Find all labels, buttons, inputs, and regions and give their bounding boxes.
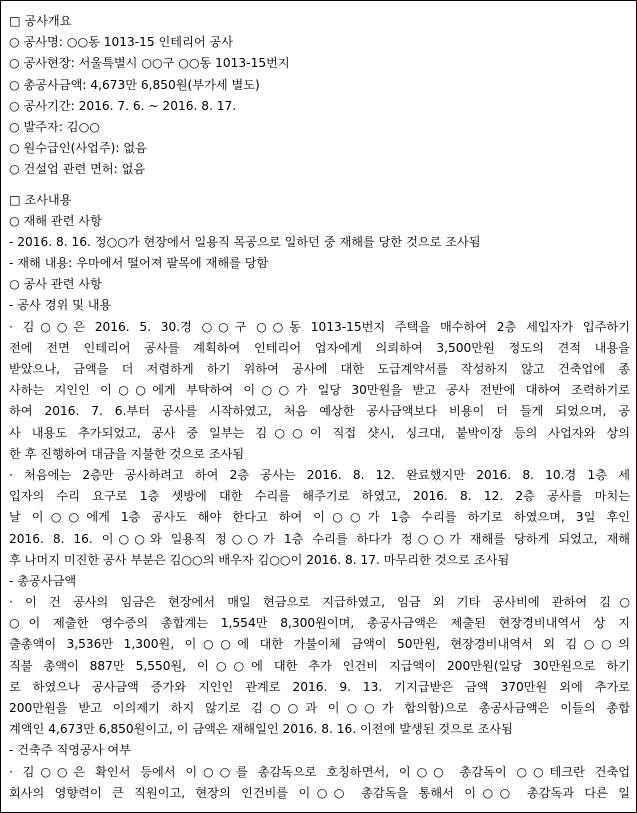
direct-construction-line: · 김○○은 확인서 등에서 이○○를 총감독으로 호칭하면서, 이○○ 총감독이 ○○테크란 건축업	[9, 764, 630, 779]
overview-client: ○ 발주자: 김○○	[9, 119, 100, 134]
history-p1-line: 받았으나, 금액을 더 저렴하게 하기 위하여 공사에 대한 도급계약서를 작성하지 않고 건축업에 종	[9, 362, 630, 376]
history-p1-line: 하여 2016. 7. 6.부터 공사를 시작하였고, 처음 예상한 공사금액보다 비용이 더 들게 되었으며, 공	[9, 404, 630, 419]
overview-total-amount: ○ 총공사금액: 4,673만 6,850원(부가세 별도)	[9, 77, 260, 92]
overview-period: ○ 공사기간: 2016. 7. 6. ~ 2016. 8. 17.	[9, 98, 237, 113]
accident-line: - 2016. 8. 16. 정○○가 현장에서 일용직 목공으로 일하던 중 재해를 당한 것으로 조사됨	[9, 234, 481, 249]
direct-construction-line: 회사의 영향력이 큰 직원이고, 현장의 인건비를 이○○ 총감독을 통해서 이○○ 총감독과 다른 일	[9, 785, 630, 800]
document-body	[1, 1, 636, 804]
overview-site: ○ 공사현장: 서울특별시 ○○구 ○○동 1013-15번지	[9, 56, 290, 71]
history-p1-line: 사하는 지인인 이○○에게 부탁하여 이○○가 일당 30만원을 받고 공사 전반에 대하여 조력하기로	[9, 383, 630, 398]
history-p2-line: 후 나머지 미진한 공사 부분은 김○○의 배우자 김○○이 2016. 8. 17. 마무리한 것으로 조사됨	[9, 552, 510, 567]
history-p1-line: 전에 전면 인테리어 공사를 계획하여 인테리어 업자에게 의뢰하여 3,500만원 정도의 견적 내용을	[9, 340, 630, 355]
overview-project-name: ○ 공사명: ○○동 1013-15 인테리어 공사	[9, 35, 234, 50]
history-p1-line: · 김○○은 2016. 5. 30.경 ○○구 ○○동 1013-15번지 주택을 매수하여 2층 세입자가 입주하기	[9, 319, 630, 334]
history-title: - 공사 경위 및 내용	[9, 298, 112, 313]
history-p2-line: 입자의 수리 요구로 1층 셋방에 대한 수리를 해주기로 하였고, 2016. 8. 12. 2층 공사를 마치는	[9, 489, 630, 504]
amount-line: ○이 제출한 영수증의 총합계는 1,554만 8,300원이며, 총공사금액은 제출된 현장경비내역서 상 지	[9, 616, 630, 631]
overview-license: ○ 건설업 관련 면허: 없음	[9, 162, 146, 177]
overview-contractor: ○ 원수급인(사업주): 없음	[9, 141, 147, 156]
amount-line: 로 하였으나 공사금액 증가와 지인인 관계로 2016. 9. 13. 기지급받은 금액 370만원 외에 추가로	[9, 679, 630, 694]
history-p1-line: 한 후 진행하여 대금을 지불한 것으로 조사됨	[9, 446, 245, 461]
investigation-heading: □ 조사내용	[9, 192, 72, 207]
section-gap	[9, 181, 630, 190]
history-p2-line: · 처음에는 2층만 공사하려고 하여 2층 공사는 2016. 8. 12. 완료했지만 2016. 8. 10.경 1층 세	[9, 467, 630, 482]
history-p2-line: 날 이○○에게 1층 공사도 해야 한다고 하여 이○○가 1층 수리를 하기로 하였으며, 3일 후인	[9, 510, 630, 525]
amount-line: · 이 건 공사의 임금은 현장에서 매일 현금으로 지급하였고, 임금 외 기타 공사비에 관하여 김○	[9, 595, 630, 610]
construction-title: ○ 공사 관련 사항	[9, 277, 102, 292]
history-p1-line: 사 내용도 추가되었고, 공사 중 일부는 김○○이 직접 샷시, 싱크대, 붙박이장 등의 사업자와 상의	[9, 425, 630, 440]
overview-heading: □ 공사개요	[9, 14, 72, 28]
amount-line: 200만원을 받고 이의제기 하지 않기로 김○○과 이○○가 합의함)으로 총공사금액은 이들의 총합	[9, 701, 630, 715]
amount-line: 직불 총액이 887만 5,550원, 이○○에 대한 추가 인건비 지급액이 200만원(일당 30만원으로 하기	[9, 658, 630, 673]
amount-title: - 총공사금액	[9, 573, 77, 588]
amount-line: 출총액이 3,536만 1,300원, 이○○에 대한 가불이체 금액이 50만원, 현장경비내역서 외 김○○의	[9, 637, 630, 652]
history-p2-line: 2016. 8. 16. 이○○와 일용직 정○○가 1층 수리를 하다가 정○○가 재해를 당하게 되었고, 재해	[9, 531, 630, 546]
amount-line: 계액인 4,673만 6,850원이고, 이 금액은 재해일인 2016. 8. 16. 이전에 발생된 것으로 조사됨	[9, 722, 513, 737]
accident-title: ○ 재해 관련 사항	[9, 213, 102, 228]
direct-construction-title: - 건축주 직영공사 여부	[9, 743, 131, 758]
accident-line: - 재해 내용: 우마에서 떨어져 팔목에 재해를 당함	[9, 256, 269, 271]
